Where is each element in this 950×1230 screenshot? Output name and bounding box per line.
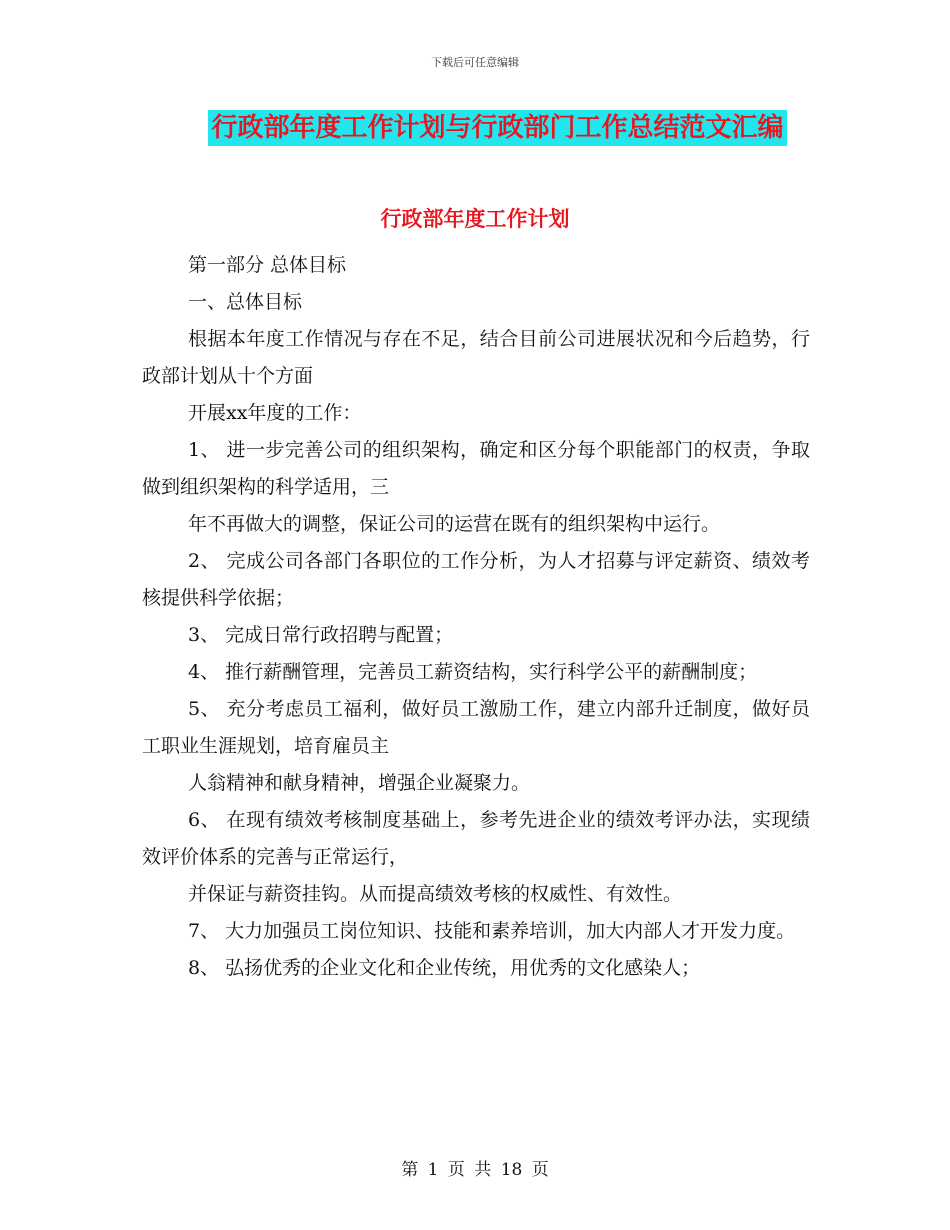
- paragraph: 1、 进一步完善公司的组织架构，确定和区分每个职能部门的权责，争取做到组织架构的科学适用，三: [142, 439, 810, 498]
- paragraph: 开展xx年度的工作：: [188, 402, 362, 424]
- paragraph: 第一部分 总体目标: [188, 254, 347, 276]
- paragraph: 5、 充分考虑员工福利，做好员工激励工作，建立内部升迁制度，做好员工职业生涯规划，培育雇员主: [142, 698, 810, 757]
- paragraph: 6、 在现有绩效考核制度基础上，参考先进企业的绩效考评办法，实现绩效评价体系的完善与正常运行，: [142, 809, 810, 868]
- paragraph: 4、 推行薪酬管理，完善员工薪资结构，实行科学公平的薪酬制度；: [188, 661, 758, 683]
- document-title-container: [0, 110, 950, 146]
- paragraph: 并保证与薪资挂钩。从而提高绩效考核的权威性、有效性。: [188, 883, 683, 905]
- paragraph: 一、总体目标: [188, 291, 303, 313]
- paragraph: 8、 弘扬优秀的企业文化和企业传统，用优秀的文化感染人；: [188, 957, 701, 979]
- document-body: [142, 247, 810, 987]
- paragraph: 2、 完成公司各部门各职位的工作分析，为人才招募与评定薪资、绩效考核提供科学依据；: [142, 550, 810, 609]
- paragraph: 3、 完成日常行政招聘与配置；: [188, 624, 454, 646]
- header-note: 下载后可任意编辑: [431, 56, 519, 69]
- paragraph: 人翁精神和献身精神，增强企业凝聚力。: [188, 772, 531, 794]
- paragraph: 年不再做大的调整，保证公司的运营在既有的组织架构中运行。: [188, 513, 721, 535]
- section-title: 行政部年度工作计划: [380, 207, 570, 231]
- paragraph: 7、 大力加强员工岗位知识、技能和素养培训，加大内部人才开发力度。: [188, 920, 796, 942]
- page-footer: 第 1 页 共 18 页: [401, 1160, 549, 1180]
- document-title: 行政部年度工作计划与行政部门工作总结范文汇编: [208, 110, 786, 146]
- paragraph: 根据本年度工作情况与存在不足，结合目前公司进展状况和今后趋势，行政部计划从十个方面: [142, 328, 810, 387]
